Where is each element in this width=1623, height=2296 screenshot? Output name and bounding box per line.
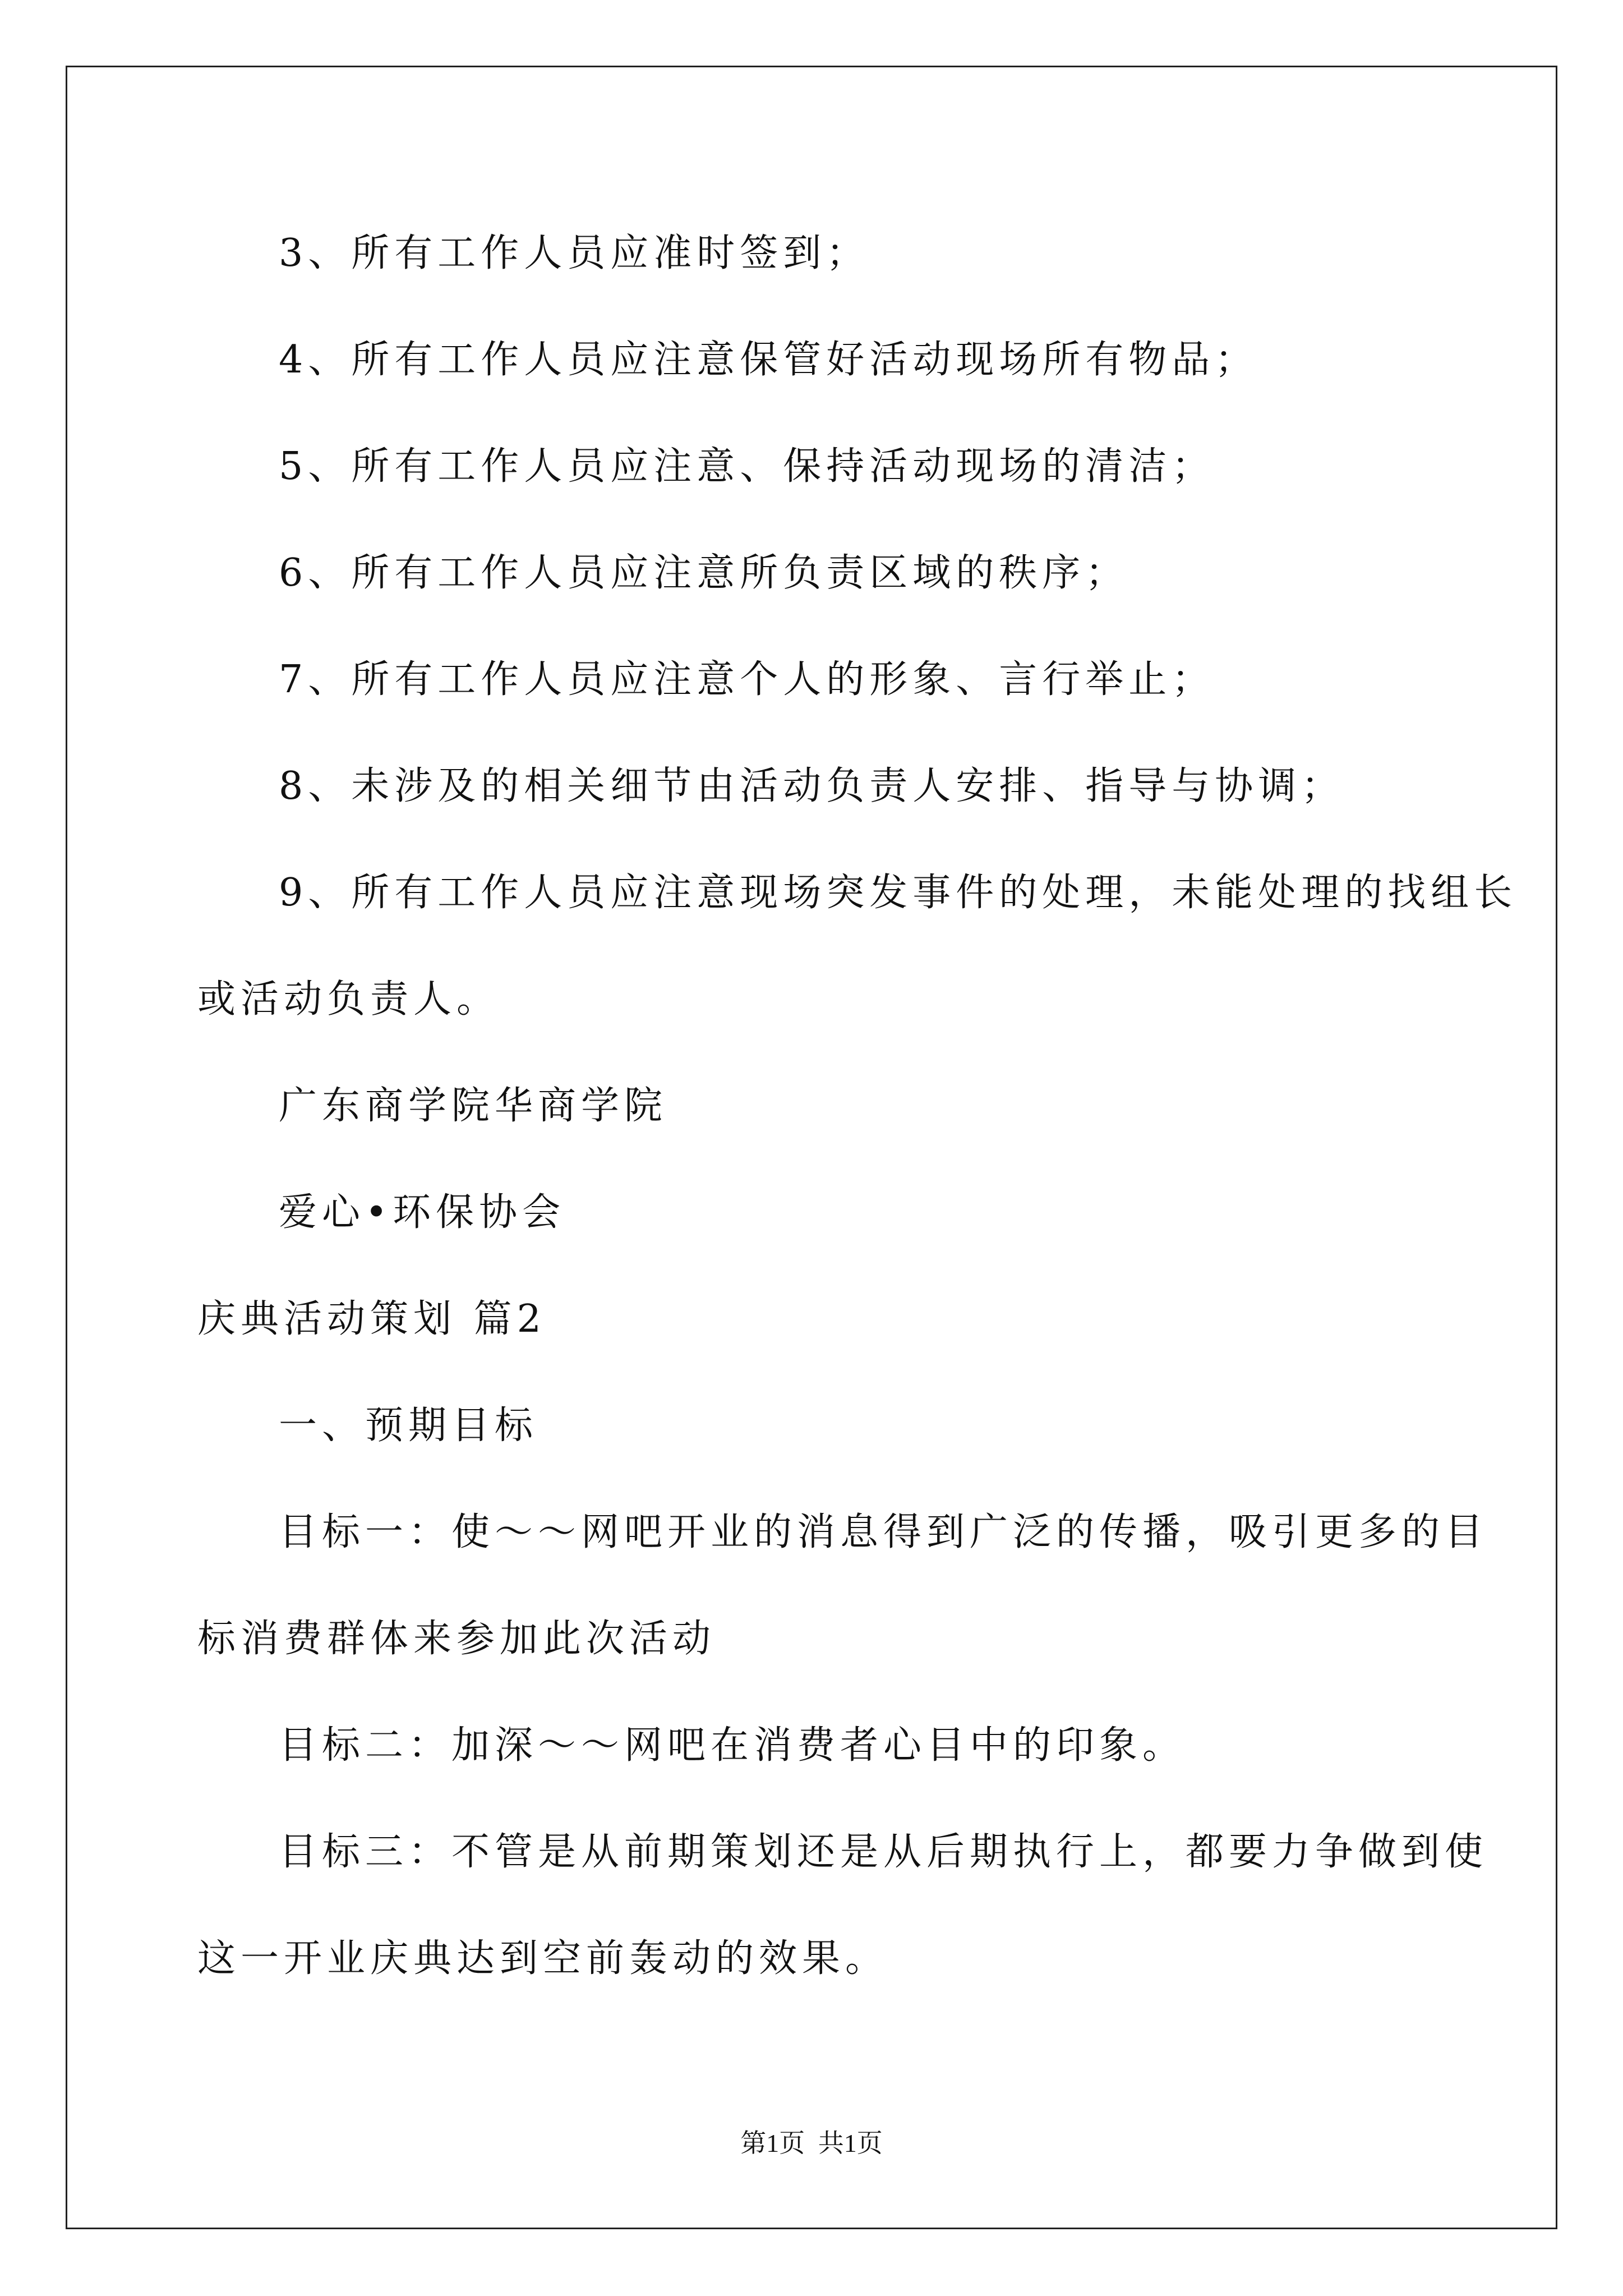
list-item-6: 6、所有工作人员应注意所负责区域的秩序； xyxy=(279,551,1129,595)
list-item-7: 7、所有工作人员应注意个人的形象、言行举止； xyxy=(279,657,1215,702)
list-item-5: 5、所有工作人员应注意、保持活动现场的清洁； xyxy=(279,444,1215,489)
subsection-heading: 一、预期目标 xyxy=(279,1404,538,1448)
list-item-9: 9、所有工作人员应注意现场突发事件的处理，未能处理的找组长 xyxy=(279,871,1518,915)
page-number: 第1页 xyxy=(740,2129,805,2157)
list-item-8: 8、未涉及的相关细节由活动负责人安排、指导与协调； xyxy=(279,764,1345,808)
section-heading: 庆典活动策划 篇2 xyxy=(197,1297,546,1341)
association-name: 爱心•环保协会 xyxy=(279,1190,566,1235)
goal-3-continuation: 这一开业庆典达到空前轰动的效果。 xyxy=(197,1936,889,1981)
page-border xyxy=(66,66,1557,2229)
goal-1-continuation: 标消费群体来参加此次活动 xyxy=(197,1617,716,1661)
page-footer xyxy=(0,2131,1623,2156)
goal-2: 目标二：加深～～网吧在消费者心目中的印象。 xyxy=(279,1723,1186,1768)
list-item-9-continuation: 或活动负责人。 xyxy=(197,977,500,1022)
goal-3: 目标三：不管是从前期策划还是从后期执行上，都要力争做到使 xyxy=(279,1830,1488,1874)
list-item-3: 3、所有工作人员应准时签到； xyxy=(279,231,870,275)
organization-name: 广东商学院华商学院 xyxy=(279,1084,668,1128)
goal-1: 目标一：使～～网吧开业的消息得到广泛的传播，吸引更多的目 xyxy=(279,1510,1488,1554)
list-item-4: 4、所有工作人员应注意保管好活动现场所有物品； xyxy=(279,338,1258,382)
page-total: 共1页 xyxy=(818,2129,883,2157)
